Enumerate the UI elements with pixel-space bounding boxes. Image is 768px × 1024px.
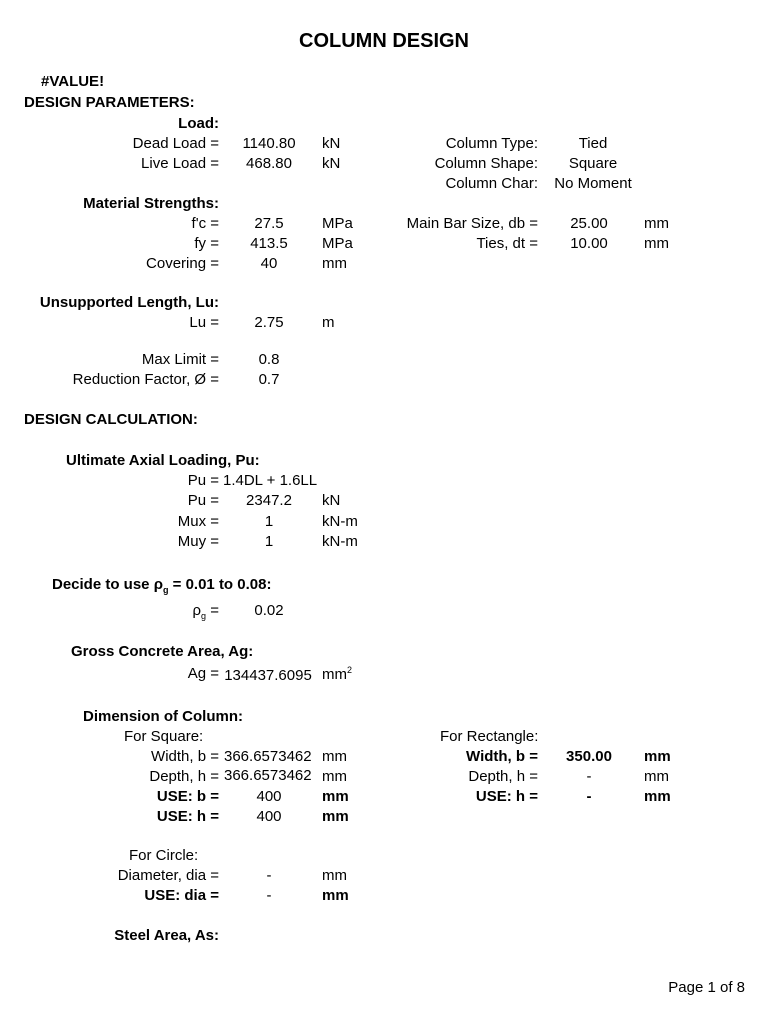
ag-label: Ag = <box>187 665 219 682</box>
circle-use-dia-label: USE: dia = <box>144 887 219 904</box>
fy-label: fy = <box>194 235 219 252</box>
rectangle-depth-unit: mm <box>644 768 669 785</box>
square-use-b-value: 400 <box>256 788 282 805</box>
main-bar-value: 25.00 <box>570 215 608 232</box>
covering-value: 40 <box>260 255 278 272</box>
rectangle-depth-label: Depth, h = <box>468 768 538 785</box>
pu-label: Pu = <box>187 492 219 509</box>
reduction-factor-value: 0.7 <box>258 371 280 388</box>
column-char-label: Column Char: <box>445 175 538 192</box>
rectangle-use-h-value: - <box>586 788 592 805</box>
mux-label: Mux = <box>177 513 219 530</box>
for-circle-label: For Circle: <box>129 847 199 864</box>
lu-unit: m <box>322 314 335 331</box>
pu-formula-label: Pu = <box>187 472 219 489</box>
ties-value: 10.00 <box>570 235 608 252</box>
mux-value: 1 <box>264 513 274 530</box>
square-width-label: Width, b = <box>151 748 219 765</box>
rho-value: 0.02 <box>254 602 284 619</box>
fc-value: 27.5 <box>254 215 284 232</box>
muy-value: 1 <box>264 533 274 550</box>
square-depth-unit: mm <box>322 768 347 785</box>
circle-use-dia-value: - <box>266 887 272 904</box>
fy-value: 413.5 <box>250 235 288 252</box>
design-calculation-heading: DESIGN CALCULATION: <box>24 411 198 428</box>
for-square-label: For Square: <box>124 728 204 745</box>
column-type-label: Column Type: <box>445 135 538 152</box>
square-use-h-unit: mm <box>322 808 349 825</box>
page-title: COLUMN DESIGN <box>299 30 469 52</box>
live-load-label: Live Load = <box>141 155 219 172</box>
gross-area-heading: Gross Concrete Area, Ag: <box>71 643 254 660</box>
pu-value: 2347.2 <box>246 492 292 509</box>
material-heading: Material Strengths: <box>83 195 219 212</box>
max-limit-value: 0.8 <box>258 351 280 368</box>
circle-diameter-value: - <box>266 867 272 884</box>
ag-value: 134437.6095 <box>224 667 312 684</box>
covering-unit: mm <box>322 255 347 272</box>
for-rectangle-label: For Rectangle: <box>440 728 539 745</box>
rho-range-heading: Decide to use $\rho_g = 0.01$ to 0.08: <box>52 576 272 595</box>
circle-diameter-unit: mm <box>322 867 347 884</box>
circle-diameter-label: Diameter, dia = <box>117 867 219 884</box>
rho-label: $\rho_g$ = <box>192 602 219 621</box>
max-limit-label: Max Limit = <box>141 351 219 368</box>
reduction-factor-label: Reduction Factor, Ø = <box>72 371 219 388</box>
dead-load-unit: kN <box>322 135 341 152</box>
ultimate-axial-heading: Ultimate Axial Loading, Pu: <box>66 452 260 469</box>
rectangle-depth-value: - <box>586 768 592 785</box>
ties-label: Ties, dt = <box>476 235 538 252</box>
square-use-b-unit: mm <box>322 788 349 805</box>
rectangle-use-h-label: USE: h = <box>475 788 538 805</box>
pu-unit: kN <box>322 492 341 509</box>
pu-formula-value: 1.4DL + 1.6LL <box>223 472 318 489</box>
dead-load-label: Dead Load = <box>132 135 219 152</box>
square-width-unit: mm <box>322 748 347 765</box>
column-char-value: No Moment <box>554 175 632 192</box>
unsupported-length-heading: Unsupported Length, Lu: <box>39 294 219 311</box>
covering-label: Covering = <box>146 255 219 272</box>
ties-unit: mm <box>644 235 669 252</box>
main-bar-label: Main Bar Size, db = <box>406 215 538 232</box>
column-shape-label: Column Shape: <box>434 155 538 172</box>
muy-label: Muy = <box>177 533 219 550</box>
column-type-value: Tied <box>578 135 608 152</box>
fc-label: f'c = <box>191 215 219 232</box>
fc-unit: MPa <box>322 215 353 232</box>
square-use-h-value: 400 <box>256 808 282 825</box>
main-bar-unit: mm <box>644 215 669 232</box>
square-depth-label: Depth, h = <box>149 768 219 785</box>
design-parameters-heading: DESIGN PARAMETERS: <box>24 94 195 111</box>
lu-label: Lu = <box>189 314 219 331</box>
muy-unit: kN-m <box>322 533 358 550</box>
rectangle-use-h-unit: mm <box>644 788 671 805</box>
dead-load-value: 1140.80 <box>242 135 296 152</box>
ag-unit: $mm^2$ <box>322 665 353 683</box>
column-shape-value: Square <box>568 155 618 172</box>
live-load-unit: kN <box>322 155 341 172</box>
fy-unit: MPa <box>322 235 353 252</box>
mux-unit: kN-m <box>322 513 358 530</box>
dimension-heading: Dimension of Column: <box>83 708 243 725</box>
square-depth-value: 366.6573462 <box>224 767 312 784</box>
lu-value: 2.75 <box>254 314 284 331</box>
square-width-value: 366.6573462 <box>224 748 312 765</box>
live-load-value: 468.80 <box>246 155 292 172</box>
circle-use-dia-unit: mm <box>322 887 349 904</box>
load-heading: Load: <box>178 115 219 132</box>
rectangle-width-label: Width, b = <box>466 748 538 765</box>
square-use-h-label: USE: h = <box>156 808 219 825</box>
rectangle-width-value: 350.00 <box>566 748 612 765</box>
page-number: Page 1 of 8 <box>668 979 745 996</box>
steel-area-heading: Steel Area, As: <box>114 927 219 944</box>
square-use-b-label: USE: b = <box>156 788 219 805</box>
error-value: #VALUE! <box>41 73 105 90</box>
rectangle-width-unit: mm <box>644 748 671 765</box>
